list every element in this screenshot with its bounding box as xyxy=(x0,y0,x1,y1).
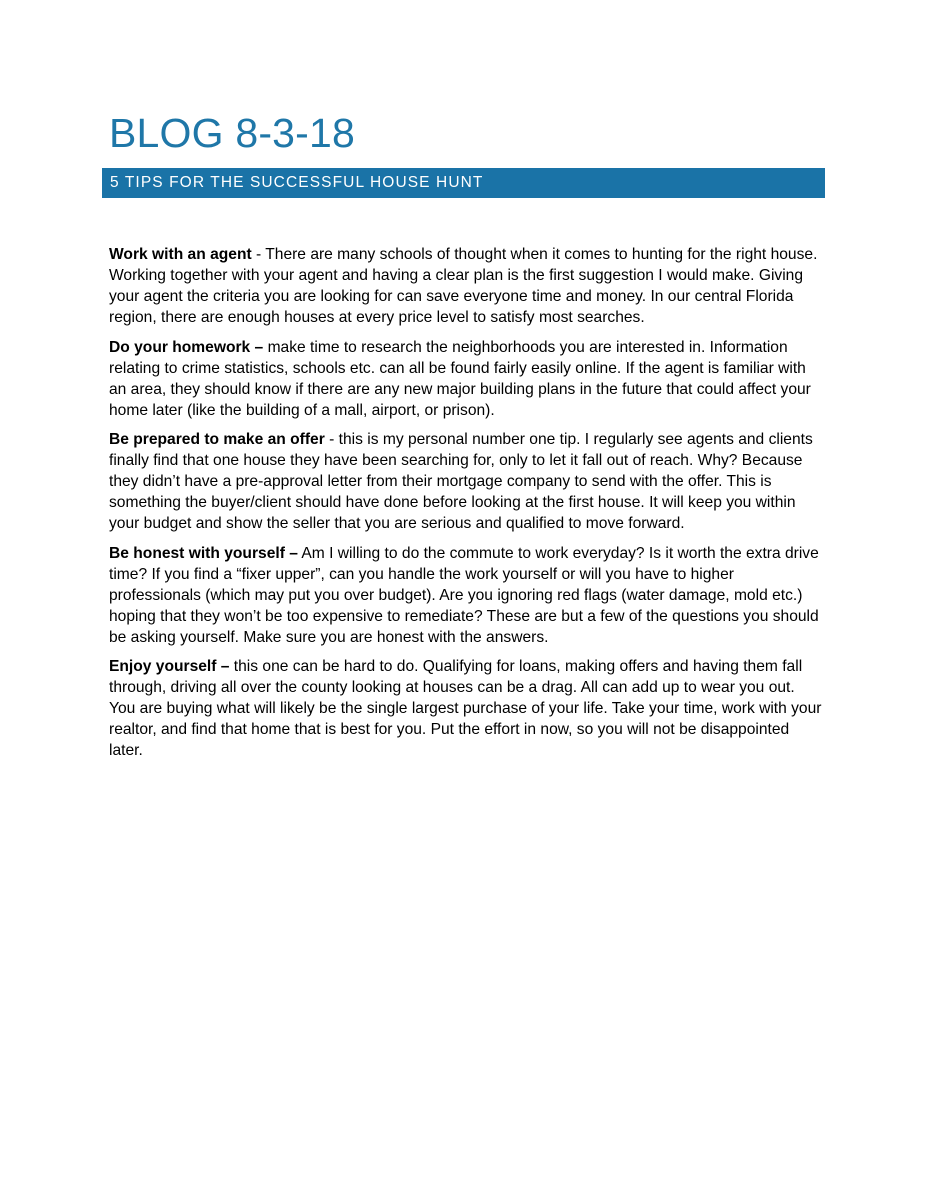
tip-body: - There are many schools of thought when it comes to hunting for the right house. Working together with your agent and having a clear plan is the first suggestion I would make. Giving your agent the criteria you are looking for can save everyone time and money. In our central Florida region, there are enough houses at every price level to satisfy most searches. xyxy=(109,246,818,326)
tip-heading: Be prepared to make an offer xyxy=(109,431,325,448)
subtitle-banner xyxy=(102,168,825,198)
tip-body: make time to research the neighborhoods you are interested in. Information relating to crime statistics, schools etc. can all be found fairly easily online. If the agent is familiar with an area, they should know if there are any new major building plans in the future that could affect your home later (like the building of a mall, airport, or prison). xyxy=(109,338,811,419)
article-body xyxy=(109,244,824,770)
tip-paragraph-work-with-agent xyxy=(109,244,824,328)
tip-paragraph-do-homework xyxy=(109,337,824,421)
tip-heading: Work with an agent xyxy=(109,246,252,263)
tip-heading: Do your homework – xyxy=(109,338,264,356)
tip-heading: Be honest with yourself – xyxy=(109,544,298,562)
tip-paragraph-make-offer xyxy=(109,429,824,534)
tip-body: this one can be hard to do. Qualifying for loans, making offers and having them fall through, driving all over the county looking at houses can be a drag. All can add up to wear you out. You are buying what will likely be the single largest purchase of your life. Take your time, work with your realtor, and find that home that is best for you. Put the effort in now, so you will not be disappointed later. xyxy=(109,658,822,759)
page-title: BLOG 8-3-18 xyxy=(109,110,356,156)
tip-body: Am I willing to do the commute to work everyday? Is it worth the extra drive time? If you find a “fixer upper”, can you handle the work yourself or will you have to higher professionals (which may put you over budget). Are you ignoring red flags (water damage, mold etc.) hoping that they won’t be too expensive to remediate? These are but a few of the questions you should be asking yourself. Make sure you are honest with the answers. xyxy=(109,544,819,646)
tip-heading: Enjoy yourself – xyxy=(109,658,230,675)
tip-paragraph-enjoy-yourself xyxy=(109,656,824,761)
tip-paragraph-be-honest xyxy=(109,543,824,648)
tip-body: - this is my personal number one tip. I regularly see agents and clients finally find that one house they have been searching for, only to let it fall out of reach. Why? Because they didn’t have a pre-approval letter from their mortgage company to send with the offer. This is something the buyer/client should have done before looking at the first house. It will keep you within your budget and show the seller that you are serious and qualified to move forward. xyxy=(109,431,813,532)
subtitle-text: 5 TIPS FOR THE SUCCESSFUL HOUSE HUNT xyxy=(110,174,484,191)
